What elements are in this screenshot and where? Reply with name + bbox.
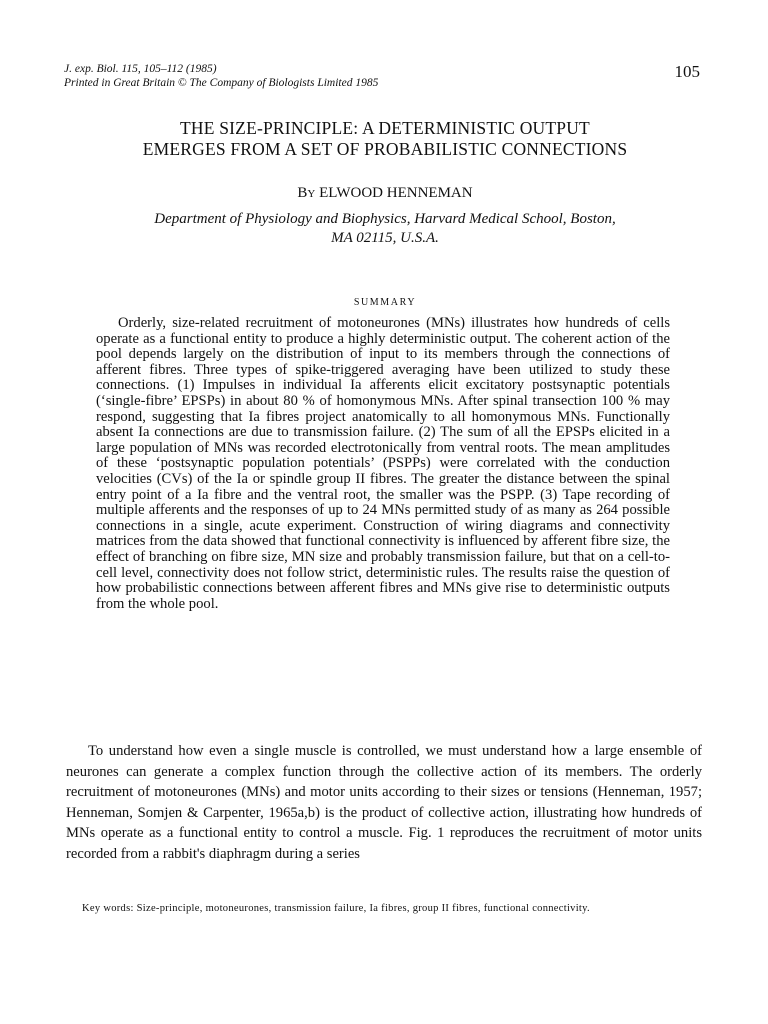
article-title — [40, 118, 730, 160]
introduction-paragraph: To understand how even a single muscle is controlled, we must understand how a large ensemble of neurones can generate a complex function through the collective action of its members. The orderly recruitment of motoneurones (MNs) and motor units according to their sizes or tensions (Henneman, 1957; Henneman, Somjen & Carpenter, 1965a,b) is the product of collective action, illustrating how hundreds of MNs operate as a functional entity to control a muscle. Fig. 1 reproduces the recruitment of motor units recorded from a rabbit's diaphragm during a series — [66, 743, 702, 862]
page-number: 105 — [674, 62, 700, 81]
article-title-line-1: THE SIZE-PRINCIPLE: A DETERMINISTIC OUTPUT — [180, 118, 590, 138]
author-name: ELWOOD HENNEMAN — [319, 185, 473, 201]
article-title-line-2: EMERGES FROM A SET OF PROBABILISTIC CONNECTIONS — [142, 139, 628, 159]
journal-citation: J. exp. Biol. 115, 105–112 (1985) — [64, 63, 217, 75]
author-line — [40, 185, 730, 202]
publisher-line: Printed in Great Britain © The Company of Biologists Limited 1985 — [64, 77, 379, 89]
author-prefix: By — [297, 185, 316, 201]
affiliation — [90, 210, 680, 248]
keywords: Key words: Size-principle, motoneurones, transmission failure, Ia fibres, group II fibres, functional connectivity. — [82, 903, 590, 914]
summary-body: Orderly, size-related recruitment of motoneurones (MNs) illustrates how hundreds of cells operate as a functional entity to produce a highly deterministic output. The coherent action of the pool depends largely on the distribution of input to its members through the connections of afferent fibres. Three types of spike-triggered averaging have been utilized to study these connections. (1) Impulses in individual Ia afferents elicit excitatory postsynaptic potentials (‘single-fibre’ EPSPs) in about 80 % of homonymous MNs. After spinal transection 100 % may respond, suggesting that Ia fibres project anatomically to all homonymous MNs. Functionally absent Ia connections are due to transmission failure. (2) The sum of all the EPSPs elicited in a large population of MNs was recorded electrotonically from ventral roots. The mean amplitudes of these ‘postsynaptic population potentials’ (PSPPs) were correlated with the conduction velocities (CVs) of the Ia or spindle group II fibres. The greater the distance between the spinal entry point of a Ia fibre and the ventral root, the smaller was the PSPP. (3) Tape recording of multiple afferents and the responses of up to 24 MNs permitted study of as many as 264 possible connections in a single, acute experiment. Construction of wiring diagrams and connectivity matrices from the data showed that functional connectivity is influenced by afferent fibre size, the effect of branching on fibre size, MN size and probably transmission failure, but that on a cell-to-cell level, connectivity does not follow strict, deterministic rules. The results raise the question of how probabilistic connections between afferent fibres and MNs give rise to deterministic outputs from the whole pool. — [96, 315, 670, 612]
affiliation-line-2: MA 02115, U.S.A. — [331, 230, 439, 246]
affiliation-line-1: Department of Physiology and Biophysics, Harvard Medical School, Boston, — [154, 211, 616, 227]
running-head — [64, 62, 704, 90]
summary-heading: SUMMARY — [353, 297, 417, 308]
